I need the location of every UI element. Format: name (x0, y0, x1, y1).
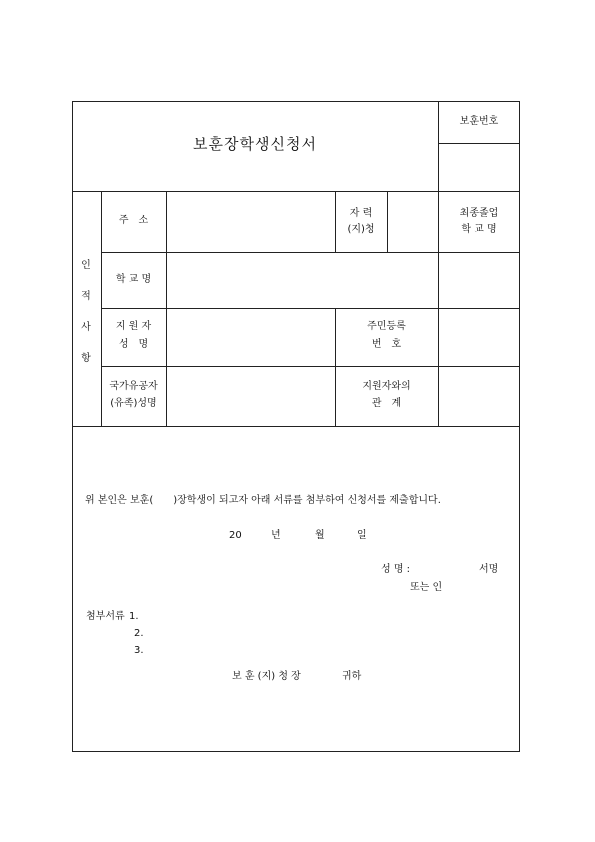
final-school-label-line1: 최종졸업 (459, 208, 499, 219)
relation-field[interactable] (439, 367, 519, 425)
signature-seal-label: 또는 인 (410, 582, 443, 593)
honorific: 귀하 (342, 671, 362, 682)
applicant-label-line1: 지 원 자 (115, 321, 152, 332)
relation-label-line2: 관 계 (371, 398, 402, 409)
address-label: 주 소 (118, 215, 149, 226)
id-number-field[interactable] (439, 144, 519, 190)
resident-number-label-line1: 주민등록 (367, 321, 406, 332)
form-title: 보훈장학생신청서 (193, 135, 317, 153)
school-name-label: 학 교 명 (115, 274, 152, 285)
school-name-field[interactable] (167, 253, 437, 307)
qualification-field[interactable] (388, 192, 437, 251)
rule-section-bottom (72, 426, 520, 427)
attachment-item-1: 1. (129, 611, 139, 622)
date-year-prefix: 20 (229, 530, 242, 541)
qualification-label-line1: 자 력 (349, 208, 373, 219)
id-box-label: 보훈번호 (459, 116, 499, 127)
resident-number-label-line2: 번 호 (371, 339, 402, 350)
signature-sign-label: 서명 (479, 564, 499, 575)
section-label-char-2: 적 (81, 291, 91, 302)
qualification-label-line2: (지)청 (347, 224, 375, 235)
addressee: 보 훈 (지) 청 장 (232, 671, 301, 682)
application-statement: 위 본인은 보훈( )장학생이 되고자 아래 서류를 첨부하여 신청서를 제출합니다. (85, 495, 441, 506)
resident-number-field[interactable] (439, 309, 519, 365)
applicant-label-line2: 성 명 (118, 339, 149, 350)
patriot-name-label-line2: (유족)성명 (110, 398, 157, 409)
date-month-label: 월 (315, 530, 325, 541)
attachment-item-3: 3. (134, 645, 144, 656)
date-day-label: 일 (357, 530, 367, 541)
signature-name-label: 성 명 : (381, 564, 411, 575)
section-label-char-1: 인 (81, 260, 91, 271)
address-field[interactable] (167, 192, 334, 251)
applicant-name-field[interactable] (167, 309, 334, 365)
final-school-label-line2: 학 교 명 (461, 224, 497, 235)
attachment-item-2: 2. (134, 628, 144, 639)
patriot-name-label-line1: 국가유공자 (109, 381, 158, 392)
section-label-char-3: 사 (81, 322, 91, 333)
patriot-name-field[interactable] (167, 367, 334, 425)
date-year-label: 년 (271, 530, 281, 541)
relation-label-line1: 지원자와의 (362, 381, 411, 392)
rule-mid-left-row1 (335, 191, 336, 252)
attachments-label: 첨부서류 (86, 611, 125, 622)
section-label-char-4: 항 (81, 353, 91, 364)
final-school-field[interactable] (439, 253, 519, 307)
